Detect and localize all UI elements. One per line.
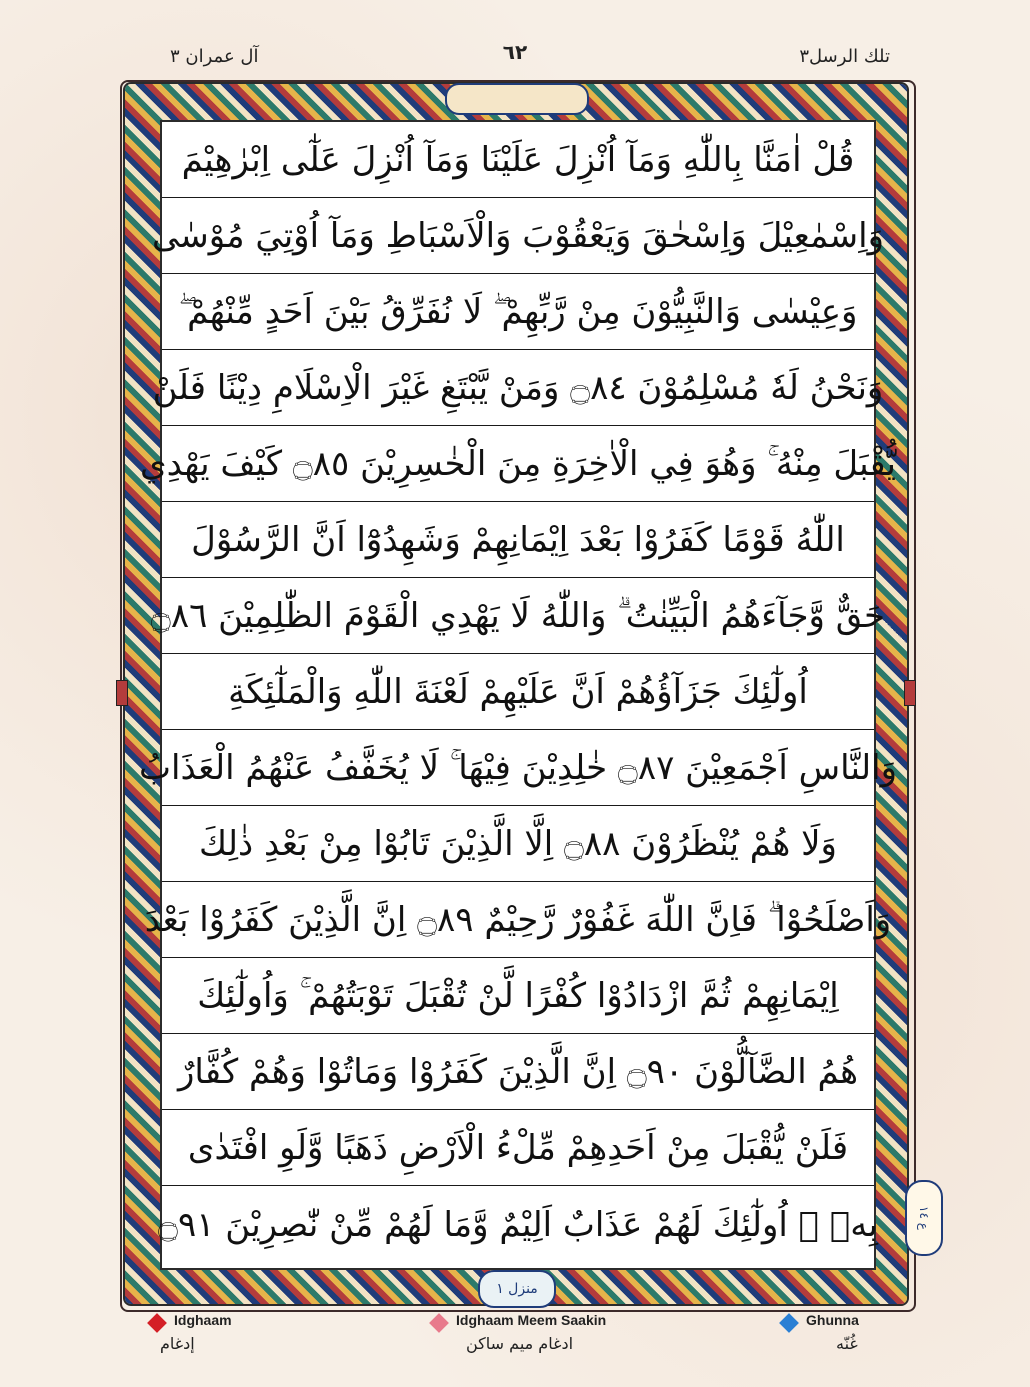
pink-diamond-icon <box>429 1313 449 1333</box>
manzil-medallion: منزل ١ <box>478 1270 556 1308</box>
right-ornament <box>904 680 916 706</box>
text-line: اُولٰٓئِكَ جَزَآؤُهُمْ اَنَّ عَلَيْهِمْ لَعْنَةَ اللّٰهِ وَالْمَلٰٓئِكَةِ <box>162 654 874 730</box>
text-line: هُمُ الضَّآلُّوْنَ ۝٩٠ اِنَّ الَّذِيْنَ كَفَرُوْا وَمَاتُوْا وَهُمْ كُفَّارٌ <box>162 1034 874 1110</box>
blue-diamond-icon <box>779 1313 799 1333</box>
red-diamond-icon <box>147 1313 167 1333</box>
tajweed-legend: Idghaam إدغام Idghaam Meem Saakin ادغام میم ساکن Ghunna غُنّه <box>0 1312 1030 1382</box>
text-line: وَنَحْنُ لَهٗ مُسْلِمُوْنَ ۝٨٤ وَمَنْ يَّبْتَغِ غَيْرَ الْاِسْلَامِ دِيْنًا فَلَنْ <box>162 350 874 426</box>
text-line: اللّٰهُ قَوْمًا كَفَرُوْا بَعْدَ اِيْمَانِهِمْ وَشَهِدُوْٓا اَنَّ الرَّسُوْلَ <box>162 502 874 578</box>
juz-name: تلك الرسل٣ <box>799 46 890 67</box>
text-line: فَلَنْ يُّقْبَلَ مِنْ اَحَدِهِمْ مِّلْءُ الْاَرْضِ ذَهَبًا وَّلَوِ افْتَدٰى <box>162 1110 874 1186</box>
quran-text-area <box>139 120 897 1270</box>
surah-name: آل عمران ٣ <box>170 46 259 67</box>
text-line: حَقٌّ وَّجَآءَهُمُ الْبَيِّنٰتُ ۗ وَاللّٰهُ لَا يَهْدِي الْقَوْمَ الظّٰلِمِيْنَ ۝٨٦ <box>162 578 874 654</box>
text-line: قُلْ اٰمَنَّا بِاللّٰهِ وَمَآ اُنْزِلَ عَلَيْنَا وَمَآ اُنْزِلَ عَلٰٓى اِبْرٰهِيْمَ <box>162 122 874 198</box>
ruku-marker: ع ١٤ <box>905 1180 943 1256</box>
page-number: ٦٢ <box>502 40 528 64</box>
text-line: وَاَصْلَحُوْا ۗ فَاِنَّ اللّٰهَ غَفُوْرٌ رَّحِيْمٌ ۝٨٩ اِنَّ الَّذِيْنَ كَفَرُوْا بَعْدَ <box>162 882 874 958</box>
page-header <box>0 40 1030 80</box>
text-line: وَالنَّاسِ اَجْمَعِيْنَ ۝٨٧ خٰلِدِيْنَ فِيْهَا ۚ لَا يُخَفَّفُ عَنْهُمُ الْعَذَابُ <box>162 730 874 806</box>
text-line: بِهٖ ۗ اُولٰٓئِكَ لَهُمْ عَذَابٌ اَلِيْمٌ وَّمَا لَهُمْ مِّنْ نّٰصِرِيْنَ ۝٩١ <box>158 1204 878 1245</box>
top-medallion <box>445 83 589 115</box>
text-line: وَاِسْمٰعِيْلَ وَاِسْحٰقَ وَيَعْقُوْبَ وَالْاَسْبَاطِ وَمَآ اُوْتِيَ مُوْسٰى <box>162 198 874 274</box>
text-line: اِيْمَانِهِمْ ثُمَّ ازْدَادُوْا كُفْرًا لَّنْ تُقْبَلَ تَوْبَتُهُمْ ۚ وَاُولٰٓئِكَ <box>162 958 874 1034</box>
text-line: وَعِيْسٰى وَالنَّبِيُّوْنَ مِنْ رَّبِّهِمْ ۖ لَا نُفَرِّقُ بَيْنَ اَحَدٍ مِّنْهُمْ ۖ <box>162 274 874 350</box>
text-line: يُّقْبَلَ مِنْهُ ۚ وَهُوَ فِي الْاٰخِرَةِ مِنَ الْخٰسِرِيْنَ ۝٨٥ كَيْفَ يَهْدِي <box>162 426 874 502</box>
text-line: وَلَا هُمْ يُنْظَرُوْنَ ۝٨٨ اِلَّا الَّذِيْنَ تَابُوْا مِنْ بَعْدِ ذٰلِكَ <box>162 806 874 882</box>
left-ornament <box>116 680 128 706</box>
